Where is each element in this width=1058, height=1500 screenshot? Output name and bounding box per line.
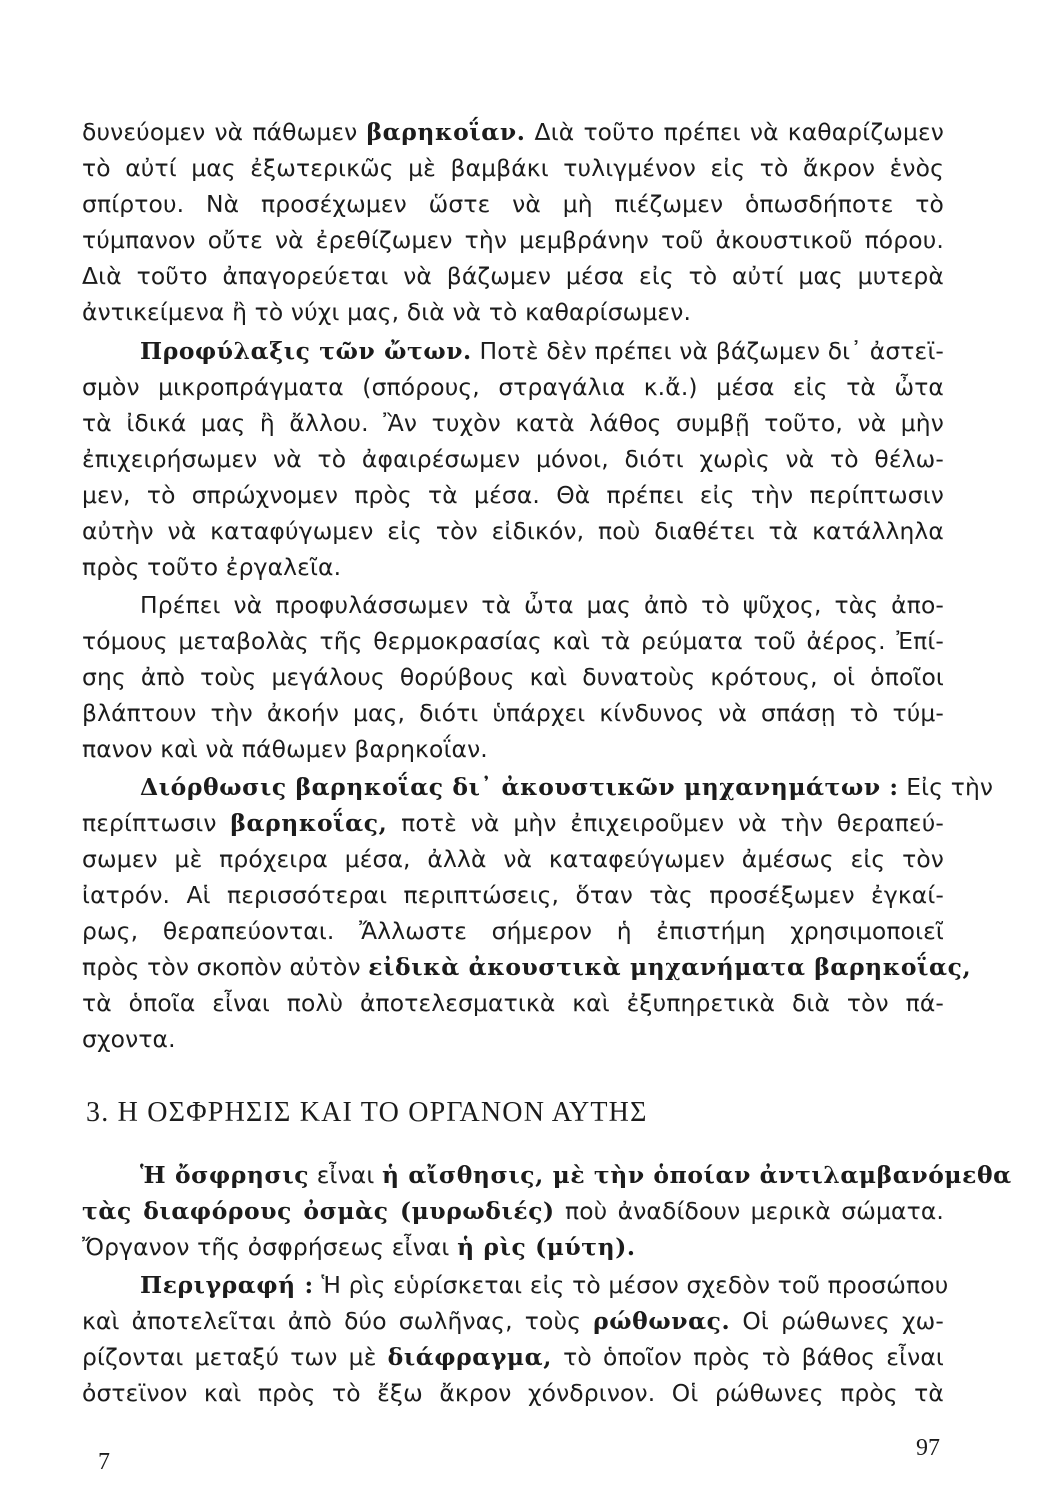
text-line: σμὸν μικροπράγματα (σπόρους, στραγάλια κ.ἄ.) μέσα εἰς τὰ ὦτα [82,373,944,401]
text-line: καὶ ἀποτελεῖται ἀπὸ δύο σωλῆνας, τοὺς ρώθωνας. Οἱ ρώθωνες χω- [82,1307,944,1335]
section-heading: 3. Η ΟΣΦΡΗΣΙΣ ΚΑΙ ΤΟ ΟΡΓΑΝΟΝ ΑΥΤΗΣ [86,1097,648,1128]
text-line: περίπτωσιν βαρηκοΐας, ποτὲ νὰ μὴν ἐπιχειροῦμεν νὰ τὴν θεραπεύ- [82,809,944,837]
signature-mark: 7 [98,1449,110,1475]
page-number: 97 [916,1435,940,1461]
text-line: τόμους μεταβολὰς τῆς θερμοκρασίας καὶ τὰ ρεύματα τοῦ ἀέρος. Ἐπί- [82,627,944,655]
text-line: πρὸς τὸν σκοπὸν αὐτὸν εἰδικὰ ἀκουστικὰ μηχανήματα βαρηκοΐας, [82,953,972,981]
text-line: μεν, τὸ σπρώχνομεν πρὸς τὰ μέσα. Θὰ πρέπει εἰς τὴν περίπτωσιν [82,481,944,509]
text-line: Προφύλαξις τῶν ὤτων. Ποτὲ δὲν πρέπει νὰ βάζωμεν δι᾽ ἀστεϊ- [140,337,944,365]
text-line: Ἡ ὄσφρησις εἶναι ἡ αἴσθησις, μὲ τὴν ὁποίαν ἀντιλαμβανόμεθα [140,1161,1012,1189]
text-line: ρως, θεραπεύονται. Ἄλλωστε σήμερον ἡ ἐπιστήμη χρησιμοποιεῖ [82,917,944,945]
text-line: σπίρτου. Νὰ προσέχωμεν ὥστε νὰ μὴ πιέζωμεν ὁπωσδήποτε τὸ [82,190,944,218]
text-line: Πρέπει νὰ προφυλάσσωμεν τὰ ὦτα μας ἀπὸ τὸ ψῦχος, τὰς ἀπο- [140,591,944,619]
text-line: τὸ αὐτί μας ἐξωτερικῶς μὲ βαμβάκι τυλιγμένον εἰς τὸ ἄκρον ἑνὸς [82,154,944,182]
text-line: Περιγραφή : Ἡ ρὶς εὑρίσκεται εἰς τὸ μέσον σχεδὸν τοῦ προσώπου [140,1271,949,1299]
text-line: τύμπανον οὔτε νὰ ἐρεθίζωμεν τὴν μεμβράνην τοῦ ἀκουστικοῦ πόρου. [82,226,944,254]
text-line: δυνεύομεν νὰ πάθωμεν βαρηκοΐαν. Διὰ τοῦτο πρέπει νὰ καθαρίζωμεν [82,118,945,146]
text-line: Διὰ τοῦτο ἀπαγορεύεται νὰ βάζωμεν μέσα εἰς τὸ αὐτί μας μυτερὰ [82,262,944,290]
text-line: ὀστεϊνον καὶ πρὸς τὸ ἔξω ἄκρον χόνδρινον. Οἱ ρώθωνες πρὸς τὰ [82,1379,944,1407]
text-line: πανον καὶ νὰ πάθωμεν βαρηκοΐαν. [82,735,488,763]
text-line: Ὄργανον τῆς ὀσφρήσεως εἶναι ἡ ρὶς (μύτη). [82,1233,636,1261]
text-line: ρίζονται μεταξύ των μὲ διάφραγμα, τὸ ὁποῖον πρὸς τὸ βάθος εἶναι [82,1343,944,1371]
text-line: τὰ ἰδικά μας ἢ ἄλλου. Ἂν τυχὸν κατὰ λάθος συμβῇ τοῦτο, νὰ μὴν [82,409,944,437]
text-line: ἰατρόν. Αἱ περισσότεραι περιπτώσεις, ὅταν τὰς προσέξωμεν ἐγκαί- [82,881,944,909]
text-line: τὰ ὁποῖα εἶναι πολὺ ἀποτελεσματικὰ καὶ ἐξυπηρετικὰ διὰ τὸν πά- [82,989,944,1017]
text-line: σης ἀπὸ τοὺς μεγάλους θορύβους καὶ δυνατοὺς κρότους, οἱ ὁποῖοι [82,663,944,691]
text-line: σχοντα. [82,1025,176,1053]
text-line: σωμεν μὲ πρόχειρα μέσα, ἀλλὰ νὰ καταφεύγωμεν ἀμέσως εἰς τὸν [82,845,944,873]
text-line: τὰς διαφόρους ὀσμὰς (μυρωδιές) ποὺ ἀναδίδουν μερικὰ σώματα. [82,1197,944,1225]
text-line: ἀντικείμενα ἢ τὸ νύχι μας, διὰ νὰ τὸ καθαρίσωμεν. [82,298,692,326]
text-line: Διόρθωσις βαρηκοΐας δι᾽ ἀκουστικῶν μηχανημάτων : Εἰς τὴν [140,773,994,801]
text-line: ἐπιχειρήσωμεν νὰ τὸ ἀφαιρέσωμεν μόνοι, διότι χωρὶς νὰ τὸ θέλω- [82,445,944,473]
text-line: αὐτὴν νὰ καταφύγωμεν εἰς τὸν εἰδικόν, ποὺ διαθέτει τὰ κατάλληλα [82,517,944,545]
text-line: πρὸς τοῦτο ἐργαλεῖα. [82,553,342,581]
text-line: βλάπτουν τὴν ἀκοήν μας, διότι ὑπάρχει κίνδυνος νὰ σπάσῃ τὸ τύμ- [82,699,944,727]
book-page [82,0,1012,1500]
